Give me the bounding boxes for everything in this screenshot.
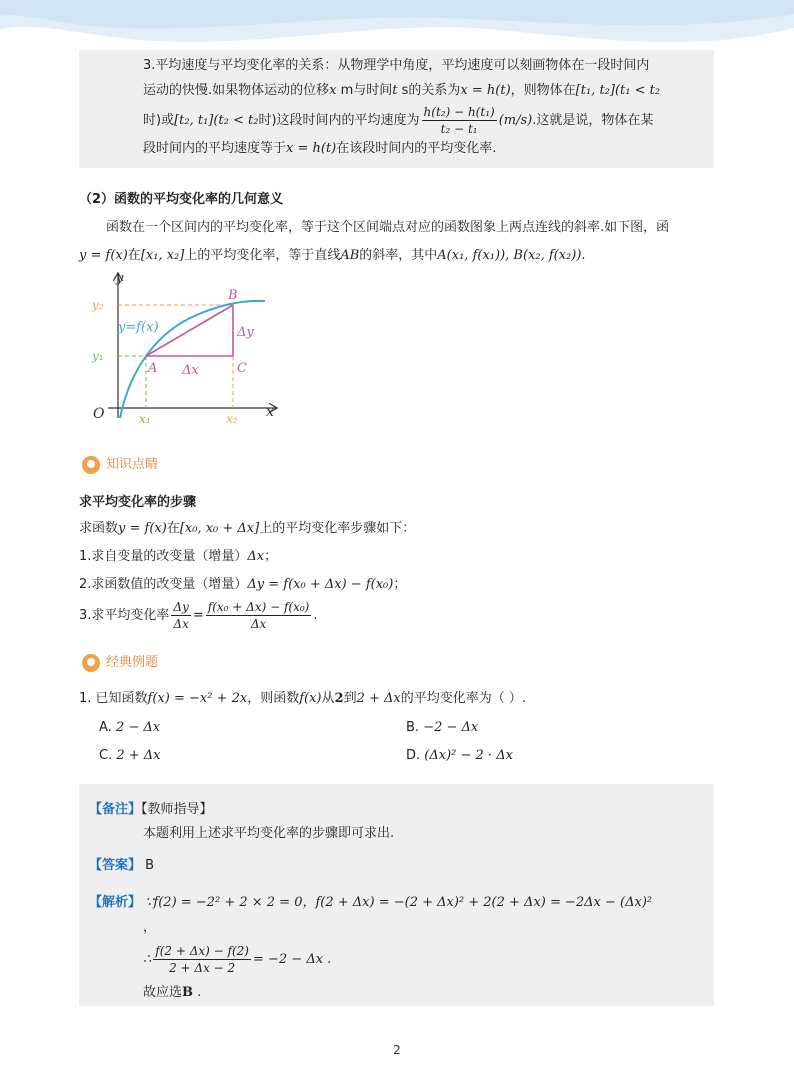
relation-line-4	[143, 139, 496, 159]
p2-points: A(x₁, f(x₁)), B(x₂, f(x₂))	[437, 248, 582, 263]
q-end: 2 + Δx	[356, 691, 401, 706]
section-heading: （2）函数的平均变化率的几何意义	[79, 192, 284, 207]
relation-line-3-b: 时)这段时间内的平均速度为	[258, 113, 420, 128]
x-axis-label: x	[266, 404, 274, 420]
step3-a: 3.求平均变化率	[79, 608, 170, 623]
q-func: f(x) = −x² + 2x	[147, 691, 248, 706]
option-d-letter: D.	[406, 748, 421, 763]
step3-eq: =	[192, 608, 204, 623]
step1-dx: Δx	[247, 549, 265, 564]
function-curve	[120, 301, 265, 418]
solution-therefore: ∴	[143, 952, 152, 967]
q-i: 的平均变化率为（ ）.	[400, 691, 526, 706]
p2-h: .	[581, 248, 586, 263]
option-b-letter: B.	[406, 720, 420, 735]
option-a-text: 2 − Δx	[115, 720, 161, 735]
note-row	[89, 800, 213, 820]
relation-line-1-text: 3.平均速度与平均变化率的关系：从物理学中角度，平均速度可以刻画物体在一段时间内	[143, 58, 650, 73]
page-number: 2	[393, 1043, 401, 1057]
relation-line-3	[143, 103, 653, 139]
relation-line-2-c: s的关系为	[397, 83, 461, 98]
tip-example-label: 经典例题	[106, 655, 159, 670]
x2-label: x₂	[226, 412, 238, 426]
step2-formula: Δy = f(x₀ + Δx) − f(x₀)	[247, 577, 394, 592]
p2-f: 的斜率，其中	[359, 248, 438, 263]
delta-y-label: Δy	[237, 325, 254, 340]
relation-line-4-b: 在该段时间内的平均变化率.	[336, 141, 497, 156]
p2-b: 在	[127, 248, 141, 263]
q-a: 1. 已知函数	[79, 691, 148, 706]
intro-a: 求函数	[79, 521, 119, 536]
y-axis-label: y	[116, 271, 124, 286]
option-b-text: −2 − Δx	[423, 720, 479, 735]
relation-line-4-a: 段时间内的平均速度等于	[143, 141, 287, 156]
steps-title: 求平均变化率的步骤	[79, 495, 197, 510]
y1-label: y₁	[92, 349, 104, 363]
note-tag: 【备注】	[89, 802, 142, 817]
step3-frac-2	[206, 599, 312, 632]
tip-knowledge-label: 知识点睛	[106, 457, 159, 472]
option-d[interactable]	[406, 746, 513, 766]
point-c-label: C	[237, 361, 247, 376]
relation-line-3-int: [t₂, t₁](t₂ < t₂	[174, 113, 259, 128]
note-body: 本题利用上述求平均变化率的步骤即可求出.	[143, 826, 395, 841]
relation-line-2-int: [t₁, t₂](t₁ < t₂	[575, 83, 661, 98]
y2-label: y₂	[92, 298, 104, 312]
solution-line-2	[143, 942, 331, 978]
solution-comma: ，	[143, 920, 157, 935]
bulb-icon	[82, 654, 100, 672]
q-e: 从	[321, 691, 335, 706]
q-g: 到	[343, 691, 357, 706]
step-2	[79, 575, 406, 595]
relation-line-3-c: .这就是说，物体在某	[532, 113, 654, 128]
solution-choice: B	[182, 985, 194, 1000]
delta-x-label: Δx	[182, 363, 199, 378]
relation-line-1	[143, 56, 649, 76]
intro-func: y = f(x)	[118, 521, 167, 536]
solution-result: = −2 − Δx .	[252, 952, 332, 967]
relation-line-2-b: m与时间	[336, 83, 393, 98]
relation-line-2-a: 运动的快慢.如果物体运动的位移	[143, 83, 330, 98]
steps-intro	[79, 519, 415, 539]
p2-ab: AB	[340, 248, 360, 263]
option-b[interactable]	[406, 718, 478, 738]
intro-c: 在	[166, 521, 180, 536]
step3-end: .	[313, 608, 318, 623]
step3-frac-1	[171, 599, 190, 632]
p2-d: 上的平均变化率，等于直线	[184, 248, 341, 263]
step2-c: ；	[393, 577, 407, 592]
p2-interval: [x₁, x₂]	[140, 248, 185, 263]
step1-c: ；	[264, 549, 278, 564]
solution-choose: 故应选	[143, 985, 183, 1000]
relation-line-3-a: 时)或	[143, 113, 175, 128]
option-c-letter: C.	[99, 748, 113, 763]
example-question	[79, 689, 526, 709]
p2-func: y = f(x)	[79, 248, 128, 263]
avg-velocity-numerator: h(t₂) − h(t₁)	[423, 105, 495, 119]
relation-line-2-d: ，则物体在	[510, 83, 576, 98]
q-two: 2	[334, 691, 344, 706]
relation-line-2-eq: x = h(t)	[460, 83, 511, 98]
option-c[interactable]	[99, 746, 161, 766]
avg-velocity-fraction	[422, 104, 497, 137]
relation-line-2	[143, 81, 660, 101]
step3-num1: Δy	[173, 600, 189, 614]
solution-line-1: ∵f(2) = −2² + 2 × 2 = 0，f(2 + Δx) = −(2 + Δx)² + 2(2 + Δx) = −2Δx − (Δx)²	[145, 895, 653, 910]
option-a[interactable]	[99, 718, 160, 738]
solution-fraction	[153, 943, 251, 976]
step-1	[79, 547, 277, 567]
relation-line-4-eq: x = h(t)	[286, 141, 337, 156]
note-text: 【教师指导】	[141, 802, 213, 817]
step3-den2: Δx	[250, 617, 267, 631]
relation-line-2-x: x	[329, 83, 337, 98]
section-paragraph-1: 函数在一个区间内的平均变化率，等于这个区间端点对应的函数图象上两点连线的斜率.如下图，函	[106, 220, 670, 235]
answer-tag: 【答案】	[89, 858, 142, 873]
step-3	[79, 598, 317, 634]
secant-ab	[146, 305, 233, 356]
step1-a: 1.求自变量的改变量（增量）	[79, 549, 248, 564]
q-c: ，则函数	[247, 691, 300, 706]
option-d-text: (Δx)² − 2 · Δx	[424, 748, 513, 763]
section-paragraph-2	[79, 246, 586, 266]
option-a-letter: A.	[99, 720, 112, 735]
avg-velocity-denominator: t₂ − t₁	[440, 122, 478, 136]
step3-den1: Δx	[173, 617, 189, 631]
solution-row	[89, 893, 652, 913]
x1-label: x₁	[139, 412, 151, 426]
bulb-icon	[82, 456, 100, 474]
slope-figure	[80, 268, 290, 433]
answer-text: B	[145, 858, 155, 873]
step3-num2: f(x₀ + Δx) − f(x₀)	[207, 600, 310, 614]
relation-line-3-unit: (m/s)	[498, 113, 533, 128]
answer-row	[89, 856, 154, 876]
step2-a: 2.求函数值的改变量（增量）	[79, 577, 248, 592]
intro-interval: [x₀, x₀ + Δx]	[179, 521, 260, 536]
solution-tag: 【解析】	[89, 895, 142, 910]
q-fx: f(x)	[299, 691, 322, 706]
solution-num: f(2 + Δx) − f(2)	[155, 944, 249, 958]
intro-e: 上的平均变化率步骤如下：	[259, 521, 416, 536]
solution-den: 2 + Δx − 2	[169, 961, 236, 975]
point-b-label: B	[228, 288, 238, 303]
curve-label: y=f(x)	[118, 320, 159, 335]
option-c-text: 2 + Δx	[116, 748, 161, 763]
origin-label: O	[93, 406, 105, 422]
point-a-label: A	[148, 361, 158, 376]
solution-line-3	[143, 983, 201, 1003]
solution-end: .	[193, 985, 202, 1000]
relation-line-2-t: t	[392, 83, 398, 98]
